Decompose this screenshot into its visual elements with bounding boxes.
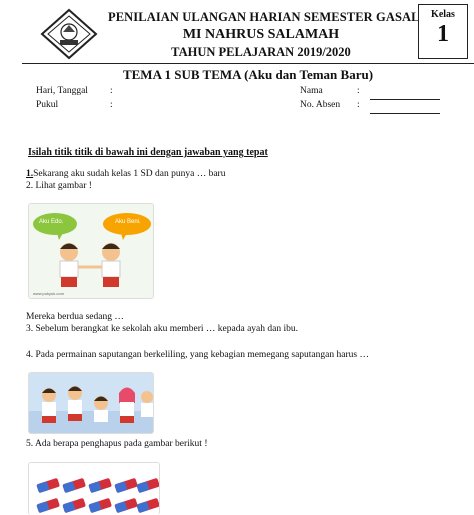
number-colon: : xyxy=(357,100,360,110)
question-1 xyxy=(26,169,225,179)
exam-title: PENILAIAN ULANGAN HARIAN SEMESTER GASAL xyxy=(108,10,420,24)
question-4: 4. Pada permainan saputangan berkeliling, yang kebagian memegang saputangan harus … xyxy=(26,350,369,360)
question-3: 3. Sebelum berangkat ke sekolah aku memberi … kepada ayah dan ibu. xyxy=(26,324,298,334)
name-colon: : xyxy=(357,86,360,96)
day-date-colon: : xyxy=(110,86,113,96)
class-value: 1 xyxy=(437,21,449,47)
time-colon: : xyxy=(110,100,113,110)
speech-bubble-left: Aku Edo. xyxy=(39,219,64,225)
question-5-illustration xyxy=(28,462,160,515)
time-label: Pukul xyxy=(36,100,59,110)
name-label: Nama xyxy=(300,86,323,96)
academic-year: TAHUN PELAJARAN 2019/2020 xyxy=(171,45,351,59)
speech-bubble-right: Aku Beni. xyxy=(115,219,141,225)
question-1-number: 1. xyxy=(26,169,34,179)
class-label: Kelas xyxy=(431,9,455,20)
school-name: MI NAHRUS SALAMAH xyxy=(182,27,340,42)
question-1-text: Sekarang aku sudah kelas 1 SD dan punya … baru xyxy=(33,169,226,179)
question-4-illustration xyxy=(28,372,154,434)
header-divider xyxy=(22,63,474,64)
number-label: No. Absen xyxy=(300,100,341,110)
school-logo-icon xyxy=(40,8,98,60)
question-2: 2. Lihat gambar ! xyxy=(26,181,92,191)
image-watermark: www.pukyuk.com xyxy=(33,291,64,296)
question-5: 5. Ada berapa penghapus pada gambar berikut ! xyxy=(26,439,208,449)
theme-title: TEMA 1 SUB TEMA (Aku dan Teman Baru) xyxy=(122,67,374,82)
instruction: Isilah titik titik di bawah ini dengan jawaban yang tepat xyxy=(28,147,268,158)
question-2-answer: Mereka berdua sedang … xyxy=(26,312,124,322)
number-blank[interactable] xyxy=(370,102,440,120)
class-box xyxy=(418,4,468,59)
question-2-illustration xyxy=(28,203,154,299)
day-date-label: Hari, Tanggal xyxy=(36,86,88,96)
